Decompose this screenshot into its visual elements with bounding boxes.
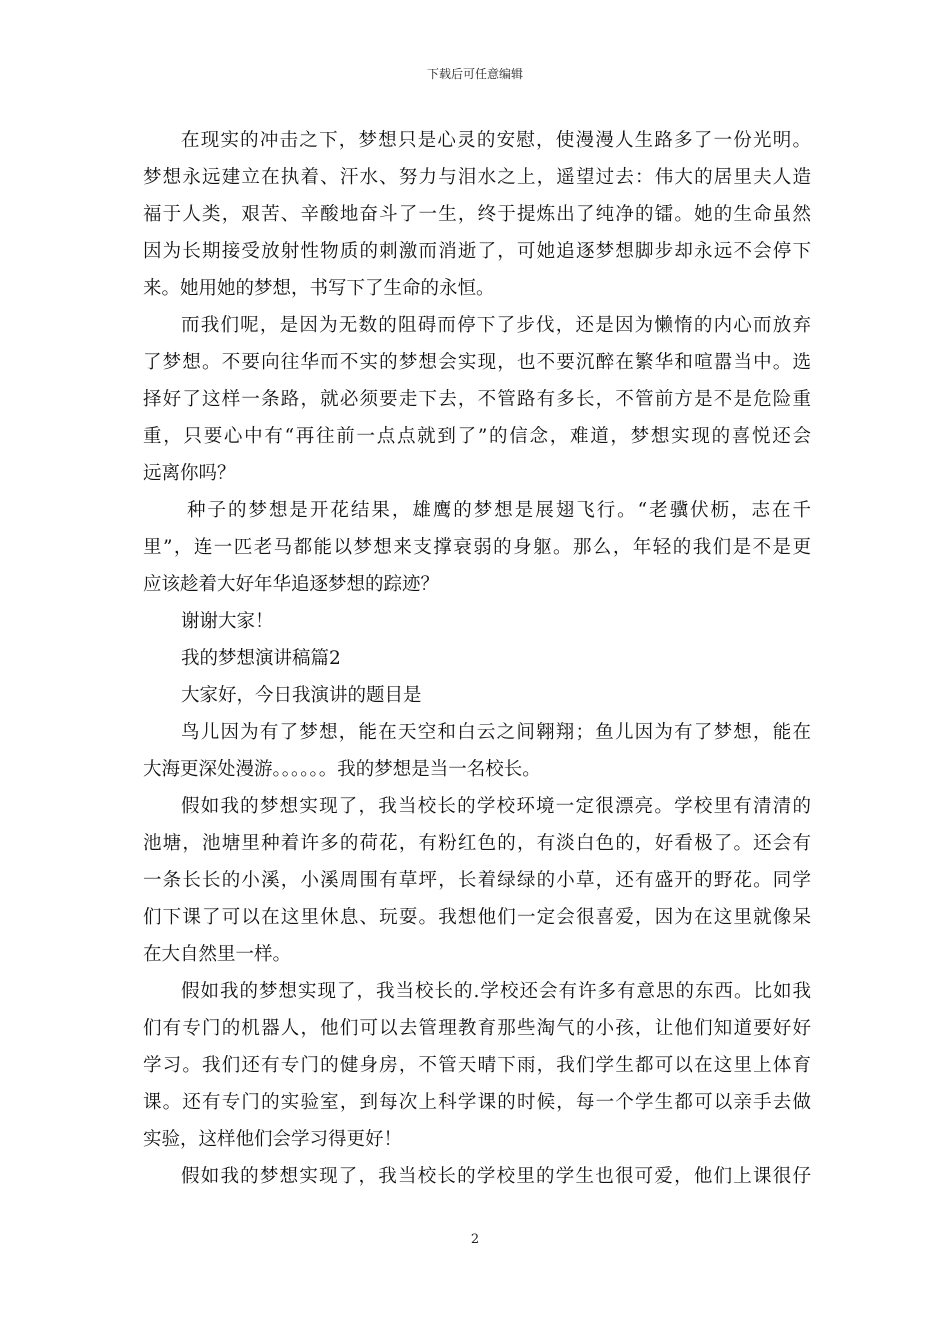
paragraph xyxy=(143,714,811,788)
text-line: 假如我的梦想实现了，我当校长的学校里的学生也很可爱，他们上课很仔 xyxy=(181,1166,811,1187)
text-line: 择好了这样一条路，就必须要走下去，不管路有多长，不管前方是不是危险重 xyxy=(143,389,811,410)
text-line: 远离你吗？ xyxy=(143,463,236,484)
text-line: 在现实的冲击之下，梦想只是心灵的安慰，使漫漫人生路多了一份光明。 xyxy=(181,130,811,151)
text-line: 课。还有专门的实验室，到每次上科学课的时候，每一个学生都可以亲手去做 xyxy=(143,1092,811,1113)
text-line: 假如我的梦想实现了，我当校长的学校环境一定很漂亮。学校里有清清的 xyxy=(181,796,811,817)
text-line: 们下课了可以在这里休息、玩耍。我想他们一定会很喜爱，因为在这里就像呆 xyxy=(143,907,811,928)
text-line: 而我们呢，是因为无数的阻碍而停下了步伐，还是因为懒惰的内心而放弃 xyxy=(181,315,811,336)
page-number: 2 xyxy=(470,1232,480,1247)
text-line: 种子的梦想是开花结果，雄鹰的梦想是展翅飞行。“老骥伏枥，志在千 xyxy=(187,500,811,521)
paragraph xyxy=(143,122,811,307)
text-line: 一条长长的小溪，小溪周围有草坪，长着绿绿的小草，还有盛开的野花。同学 xyxy=(143,870,811,891)
paragraph xyxy=(143,973,811,1158)
paragraph xyxy=(143,492,811,603)
text-line: 实验，这样他们会学习得更好！ xyxy=(143,1129,403,1150)
text-line: 梦想永远建立在执着、汗水、努力与泪水之上，遥望过去：伟大的居里夫人造 xyxy=(143,167,811,188)
paragraph xyxy=(143,788,811,973)
text-line: 来。她用她的梦想，书写下了生命的永恒。 xyxy=(143,278,495,299)
paragraph xyxy=(143,603,811,640)
text-line: 我的梦想演讲稿篇2 xyxy=(181,648,341,669)
text-line: 福于人类，艰苦、辛酸地奋斗了一生，终于提炼出了纯净的镭。她的生命虽然 xyxy=(143,204,811,225)
text-line: 假如我的梦想实现了，我当校长的.学校还会有许多有意思的东西。比如我 xyxy=(181,981,811,1002)
page-header: 下载后可任意编辑 xyxy=(426,67,523,81)
text-line: 应该趁着大好年华追逐梦想的踪迹？ xyxy=(143,574,440,595)
text-line: 学习。我们还有专门的健身房，不管天晴下雨，我们学生都可以在这里上体育 xyxy=(143,1055,811,1076)
paragraph xyxy=(143,1158,811,1195)
section-heading xyxy=(143,640,811,677)
text-line: 大海更深处漫游。。。。。。我的梦想是当一名校长。 xyxy=(143,759,541,780)
text-line: 池塘，池塘里种着许多的荷花，有粉红色的，有淡白色的，好看极了。还会有 xyxy=(143,833,811,854)
text-line: 大家好，今日我演讲的题目是 xyxy=(181,685,422,706)
text-line: 里”，连一匹老马都能以梦想来支撑衰弱的身躯。那么，年轻的我们是不是更 xyxy=(143,537,811,558)
document-body xyxy=(143,122,811,1195)
paragraph xyxy=(143,307,811,492)
paragraph xyxy=(143,677,811,714)
text-line: 们有专门的机器人，他们可以去管理教育那些淘气的小孩，让他们知道要好好 xyxy=(143,1018,811,1039)
text-line: 重，只要心中有“再往前一点点就到了”的信念，难道，梦想实现的喜悦还会 xyxy=(143,426,811,447)
text-line: 因为长期接受放射性物质的刺激而消逝了，可她追逐梦想脚步却永远不会停下 xyxy=(143,241,811,262)
text-line: 在大自然里一样。 xyxy=(143,944,292,965)
text-line: 鸟儿因为有了梦想，能在天空和白云之间翱翔；鱼儿因为有了梦想，能在 xyxy=(181,722,811,743)
text-line: 了梦想。不要向往华而不实的梦想会实现，也不要沉醉在繁华和喧嚣当中。选 xyxy=(143,352,811,373)
text-line: 谢谢大家！ xyxy=(181,611,274,632)
